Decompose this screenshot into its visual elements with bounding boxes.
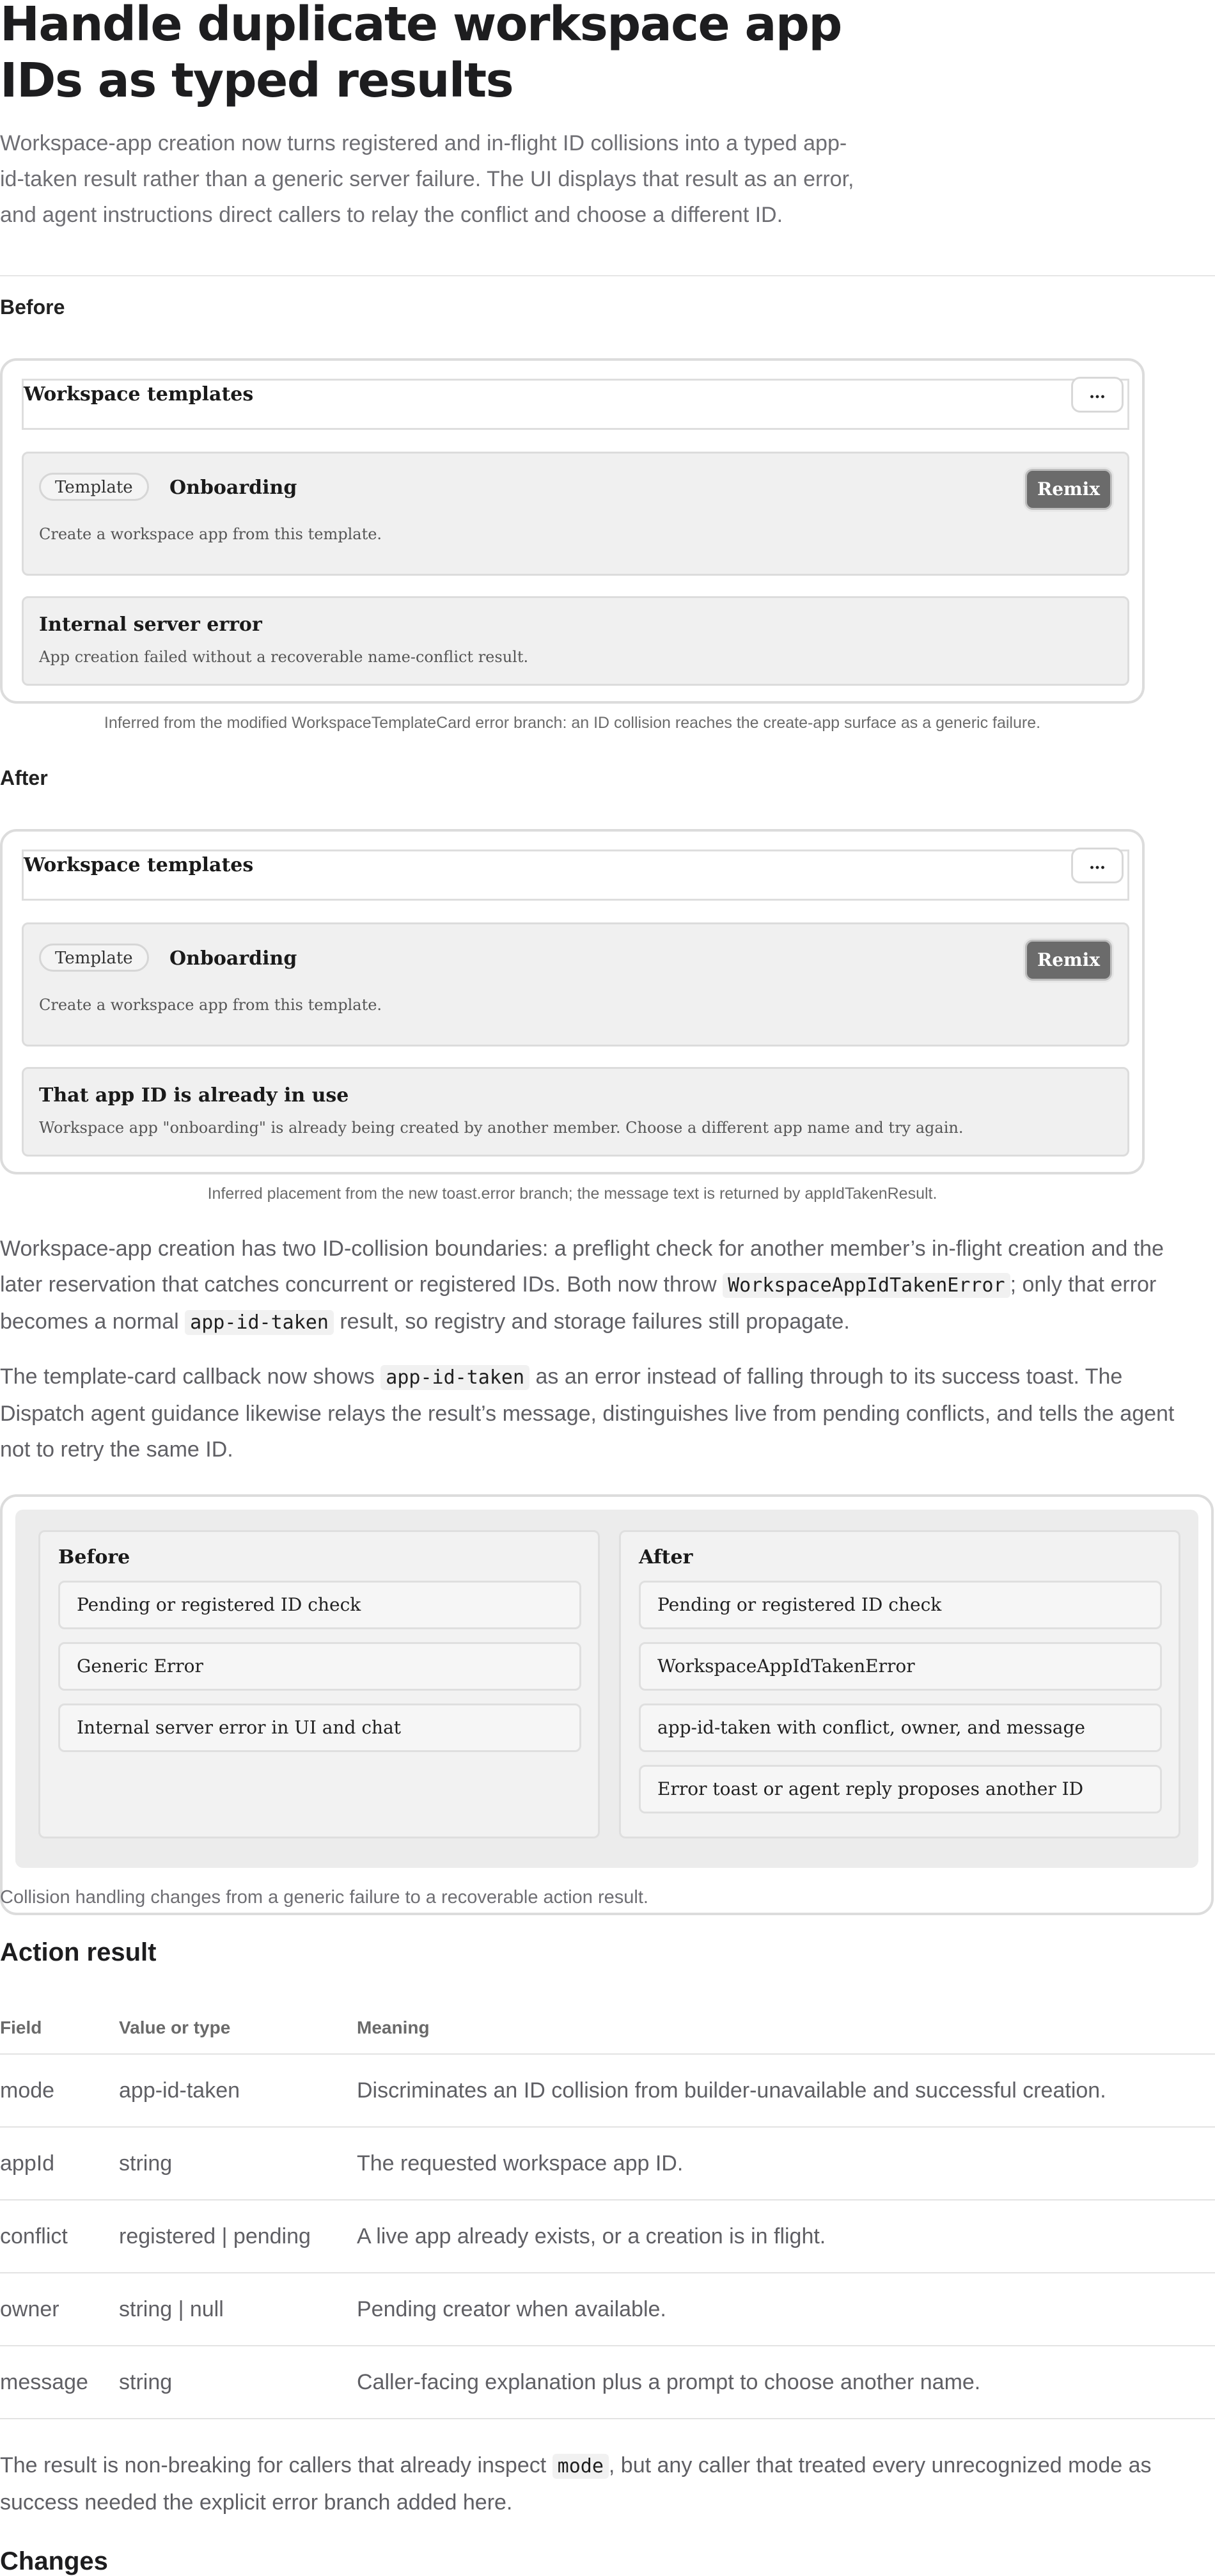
before-caption: Inferred from the modified WorkspaceTemplateCard error branch: an ID collision reaches the create-app surface as a generic failure.	[104, 714, 1041, 732]
header-title: Workspace templates	[24, 383, 254, 406]
table-header-row	[0, 2002, 1215, 2054]
table-row	[0, 2273, 1215, 2346]
flow-after-column	[619, 1530, 1180, 1838]
type-cell: string	[119, 2127, 357, 2200]
flow-canvas	[15, 1510, 1198, 1868]
text: Workspace-app creation has two ID-collision boundaries: a preflight check for another member’s in-flight creation and the later reservation that catches concurrent or registered IDs. Both now throw	[0, 1237, 1164, 1297]
flow-diagram	[0, 1494, 1214, 1915]
section-heading: Action result	[0, 1938, 157, 1966]
flow-column-title: After	[639, 1546, 693, 1569]
column-header: Meaning	[357, 2002, 1215, 2054]
field-cell: appId	[0, 2127, 119, 2200]
meaning-cell: Caller-facing explanation plus a prompt to choose another name.	[357, 2346, 1215, 2419]
flow-caption: Collision handling changes from a generic failure to a recoverable action result.	[0, 1887, 648, 1908]
after-label: After	[0, 766, 48, 789]
field-cell: message	[0, 2346, 119, 2419]
template-pill: Template	[39, 473, 149, 501]
next-section-heading: Changes	[0, 2547, 108, 2575]
template-pill: Template	[39, 944, 149, 972]
template-card	[22, 922, 1129, 1047]
header-title: Workspace templates	[24, 854, 254, 876]
flow-step: app-id-taken with conflict, owner, and message	[639, 1703, 1162, 1752]
error-message: Workspace app "onboarding" is already being created by another member. Choose a different app name and try again.	[39, 1119, 964, 1137]
paragraph-boundaries	[0, 1231, 1209, 1341]
error-title: That app ID is already in use	[39, 1084, 349, 1107]
text: , but any caller that treated every unrecognized mode as success needed the explicit error branch added here.	[0, 2453, 1152, 2515]
meaning-cell: A live app already exists, or a creation is in flight.	[357, 2200, 1215, 2273]
type-cell: string | null	[119, 2273, 357, 2346]
error-toast	[22, 1067, 1129, 1157]
column-header: Field	[0, 2002, 119, 2054]
mock-header	[22, 849, 1129, 901]
column-header: Value or type	[119, 2002, 357, 2054]
mock-header	[22, 379, 1129, 430]
type-cell: registered | pending	[119, 2200, 357, 2273]
type-cell: string	[119, 2346, 357, 2419]
inline-code: WorkspaceAppIdTakenError	[723, 1273, 1010, 1298]
template-title: Onboarding	[169, 477, 297, 499]
meaning-cell: The requested workspace app ID.	[357, 2127, 1215, 2200]
error-title: Internal server error	[39, 613, 262, 636]
after-caption: Inferred placement from the new toast.error branch; the message text is returned by appIdTakenResult.	[207, 1185, 937, 1203]
paragraph-compatibility	[0, 2447, 1209, 2520]
flow-step: Error toast or agent reply proposes another ID	[639, 1765, 1162, 1813]
divider	[0, 275, 1215, 276]
template-description: Create a workspace app from this template.	[39, 525, 382, 543]
template-card	[22, 452, 1129, 576]
table-row	[0, 2127, 1215, 2200]
text: The result is non-breaking for callers that already inspect	[0, 2453, 553, 2477]
field-cell: owner	[0, 2273, 119, 2346]
text: ; only that error becomes a normal	[0, 1272, 1157, 1334]
text: result, so registry and storage failures still propagate.	[333, 1309, 850, 1334]
remix-button[interactable]: Remix	[1025, 469, 1112, 510]
action-result-table	[0, 2002, 1215, 2419]
before-label: Before	[0, 296, 65, 319]
flow-step: WorkspaceAppIdTakenError	[639, 1642, 1162, 1691]
error-card	[22, 596, 1129, 686]
template-description: Create a workspace app from this template.	[39, 996, 382, 1014]
text: The template-card callback now shows	[0, 1364, 381, 1389]
table-row	[0, 2054, 1215, 2127]
type-cell: app-id-taken	[119, 2054, 357, 2127]
flow-step: Internal server error in UI and chat	[58, 1703, 581, 1752]
paragraph-template-card	[0, 1359, 1209, 1467]
text: as an error instead of falling through to its success toast. The Dispatch agent guidance likewise relays the result’s message, distinguishes live from pending conflicts, and tells the agent not to retry the same ID.	[0, 1364, 1175, 1462]
after-mockup	[0, 829, 1145, 1174]
table-row	[0, 2200, 1215, 2273]
field-cell: mode	[0, 2054, 119, 2127]
field-cell: conflict	[0, 2200, 119, 2273]
meaning-cell: Pending creator when available.	[357, 2273, 1215, 2346]
page-title: Handle duplicate workspace app IDs as typed results	[0, 0, 842, 108]
error-message: App creation failed without a recoverable name-conflict result.	[39, 648, 529, 666]
table-row	[0, 2346, 1215, 2419]
inline-code: app-id-taken	[380, 1365, 529, 1390]
flow-step: Pending or registered ID check	[58, 1581, 581, 1629]
flow-step: Generic Error	[58, 1642, 581, 1691]
inline-code: mode	[553, 2454, 609, 2479]
more-menu-button[interactable]: …	[1071, 848, 1124, 883]
lede-paragraph: Workspace-app creation now turns registered and in-flight ID collisions into a typed app-id-taken result rather than a generic server failure. The UI displays that result as an error, and agent instructions direct callers to relay the conflict and choose a different ID.	[0, 131, 854, 227]
template-title: Onboarding	[169, 947, 297, 970]
more-menu-button[interactable]: …	[1071, 377, 1124, 413]
inline-code: app-id-taken	[185, 1310, 334, 1335]
remix-button[interactable]: Remix	[1025, 940, 1112, 981]
meaning-cell: Discriminates an ID collision from builder-unavailable and successful creation.	[357, 2054, 1215, 2127]
flow-column-title: Before	[58, 1546, 130, 1569]
flow-step: Pending or registered ID check	[639, 1581, 1162, 1629]
before-mockup	[0, 358, 1145, 704]
flow-before-column	[38, 1530, 600, 1838]
